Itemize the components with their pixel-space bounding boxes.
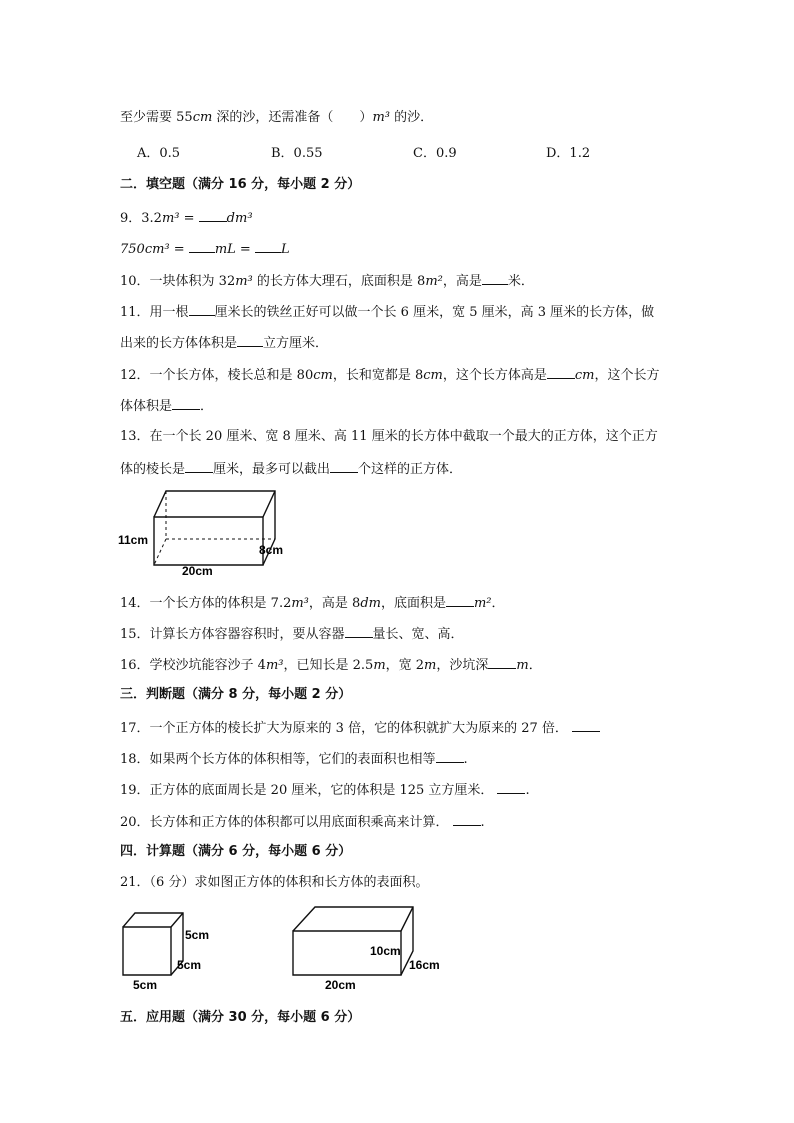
- label-height: 11cm: [118, 533, 149, 547]
- answer-blank[interactable]: [199, 207, 227, 222]
- cube-label-height: 5cm: [185, 928, 210, 942]
- answer-blank[interactable]: [572, 717, 600, 732]
- q8-option-a[interactable]: A．0.5: [137, 146, 181, 161]
- q8-option-d[interactable]: D．1.2: [546, 146, 591, 161]
- answer-blank[interactable]: [488, 654, 516, 669]
- answer-blank[interactable]: [482, 270, 508, 285]
- q9-line2: 750cm³ = mL = L: [120, 238, 290, 260]
- q9-line1: 9．3.2m³ = dm³: [120, 207, 253, 229]
- q20: 20．长方体和正方体的体积都可以用底面积乘高来计算． .: [120, 811, 485, 833]
- answer-blank[interactable]: [237, 332, 263, 347]
- answer-blank[interactable]: [453, 811, 481, 826]
- q11-line1: 11．用一根 厘米长的铁丝正好可以做一个长 6 厘米，宽 5 厘米，高 3 厘米的长方体，做: [120, 301, 654, 323]
- answer-blank[interactable]: [446, 592, 474, 607]
- label-width: 8cm: [259, 543, 284, 557]
- cube-label-length: 5cm: [133, 978, 158, 992]
- answer-blank[interactable]: [189, 238, 215, 253]
- section-judge-heading: 三．判断题（满分 8 分，每小题 2 分）: [120, 687, 352, 702]
- answer-blank[interactable]: [547, 364, 575, 379]
- box-label-height: 10cm: [370, 944, 401, 958]
- q12-line1: 12．一个长方体，棱长总和是 80cm，长和宽都是 8cm，这个长方体高是 cm，这个长方: [120, 364, 659, 386]
- answer-blank[interactable]: [345, 623, 373, 638]
- q16: 16．学校沙坑能容沙子 4m³，已知长是 2.5m，宽 2m，沙坑深 m．: [120, 654, 542, 676]
- q12-line2: 体体积是 ．: [120, 395, 213, 417]
- answer-blank[interactable]: [172, 395, 200, 410]
- section-fill-blank-heading: 二．填空题（满分 16 分，每小题 2 分）: [120, 177, 361, 192]
- q8-tail: 至少需要 55cm 深的沙，还需准备（ ）m³ 的沙．: [120, 110, 434, 125]
- section-application-heading: 五．应用题（满分 30 分，每小题 6 分）: [120, 1010, 361, 1025]
- answer-blank[interactable]: [185, 458, 213, 473]
- q21-figure: [115, 903, 455, 995]
- q13-cuboid-figure: [118, 485, 298, 580]
- q21: 21．（6 分）求如图正方体的体积和长方体的表面积。: [120, 875, 429, 890]
- q14: 14．一个长方体的体积是 7.2m³，高是 8dm，底面积是 m²．: [120, 592, 505, 614]
- answer-blank[interactable]: [436, 748, 464, 763]
- q17: 17．一个正方体的棱长扩大为原来的 3 倍，它的体积就扩大为原来的 27 倍．: [120, 717, 600, 739]
- q13-line1: 13．在一个长 20 厘米、宽 8 厘米、高 11 厘米的长方体中截取一个最大的正方体，这个正方: [120, 429, 658, 444]
- cube-front-face: [123, 927, 171, 975]
- q10: 10．一块体积为 32m³ 的长方体大理石，底面积是 8m²，高是 米．: [120, 270, 534, 292]
- section-calc-heading: 四．计算题（满分 6 分，每小题 6 分）: [120, 844, 352, 859]
- q15: 15．计算长方体容器容积时，要从容器 量长、宽、高．: [120, 623, 464, 645]
- label-length: 20cm: [182, 564, 213, 578]
- answer-blank[interactable]: [255, 238, 281, 253]
- q18: 18．如果两个长方体的体积相等，它们的表面积也相等 .: [120, 748, 468, 770]
- answer-blank[interactable]: [330, 458, 358, 473]
- box-label-length: 20cm: [325, 978, 356, 992]
- answer-blank[interactable]: [189, 301, 215, 316]
- box-label-width: 16cm: [409, 958, 440, 972]
- q19: 19．正方体的底面周长是 20 厘米，它的体积是 125 立方厘米． .: [120, 779, 530, 801]
- q8-option-c[interactable]: C．0.9: [413, 146, 457, 161]
- q11-line2: 出来的长方体体积是 立方厘米．: [120, 332, 328, 354]
- q8-option-b[interactable]: B．0.55: [271, 146, 323, 161]
- q13-line2: 体的棱长是 厘米，最多可以截出 个这样的正方体．: [120, 458, 462, 480]
- answer-blank[interactable]: [497, 779, 525, 794]
- cube-label-width: 5cm: [177, 958, 202, 972]
